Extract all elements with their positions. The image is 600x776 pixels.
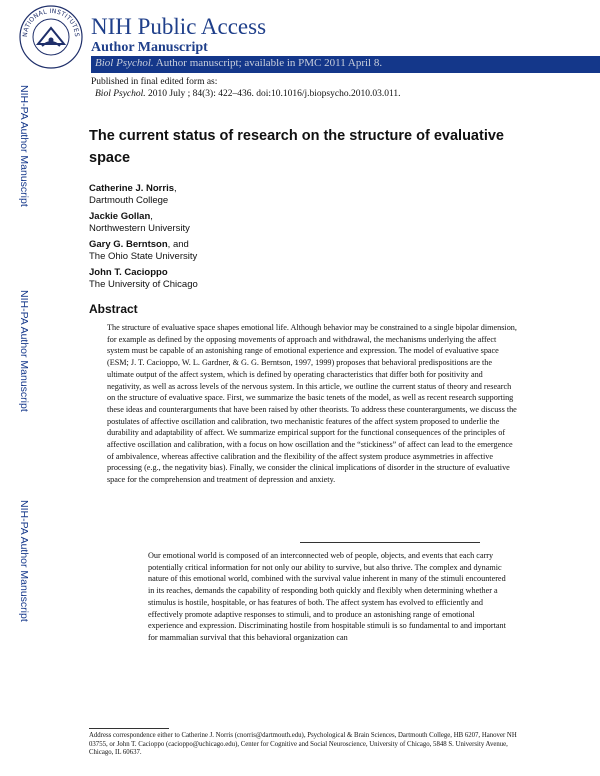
author-manuscript-label: Author Manuscript [91,40,208,55]
citation-details: 2010 July ; 84(3): 422–436. doi:10.1016/j.biopsycho.2010.03.011. [145,89,401,99]
abstract-heading: Abstract [89,302,138,316]
publication-info [91,76,400,100]
author-entry: Jackie Gollan, Northwestern University [89,211,198,234]
journal-name: Biol Psychol. [95,57,154,69]
intro-paragraph: Our emotional world is composed of an interconnected web of people, objects, and events that each carry potentially critical information for not only our ability to survive, but also thrive. The complex and dynamic nature of this emotional world, combined with the survival value inherent in many of the stimuli encountered in its reaches, demands the capability of responding both quickly and flexibly when determining whether a stimulus is hostile, hospitable, or has features of both. The affect system has evolved to efficiently and effectively promote adaptive responses to stimuli, and to produce an astonishing range of emotional experience and expression. Discriminating hostile from hospitable stimuli is so fundamental to and important for mammalian survival that this behavioral organization can [148,551,506,642]
nih-seal-logo [18,4,84,70]
article-title: The current status of research on the structure of evaluative space [89,128,504,166]
published-in-label: Published in final edited form as: [91,77,218,87]
side-label-1: NIH-PA Author Manuscript [18,85,30,207]
author-name: Gary G. Berntson [89,239,168,250]
footnote-rule [89,728,169,729]
author-name: John T. Cacioppo [89,267,168,278]
side-label-2: NIH-PA Author Manuscript [18,290,30,412]
author-affiliation: The University of Chicago [89,278,198,290]
author-name: Catherine J. Norris [89,183,174,194]
abstract-text: The structure of evaluative space shapes emotional life. Although behavior may be constrained to a single bipolar dimension, for example as defined by the opposing movements of approach and withdrawal, the mechanisms underlying the affect system must be capable of an astonishing range of emotional experience and expression. The model of evaluative space (ESM; J. T. Cacioppo, W. L. Gardner, & G. G. Berntson, 1997, 1999) proposes that behavioral predispositions are the ultimate output of the affect system, which is defined by operating characteristics that differ both for positivity and negativity, as well as across levels of the nervous system. In this article, we outline the current status of theory and research on the structure of evaluative space. First, we summarize the basic tenets of the model, as well as recent research supporting these ideas and counterarguments that have been raised by other theorists. To address these counterarguments, we discuss the postulates of affective oscillation and calibration, two mechanistic features of the affect system proposed to underlie the durability and adaptability of affect. We summarize empirical support for the functional consequences of the principles of affective oscillation and calibration, with a focus on how oscillation and the “stickiness” of affect can lead to the emergence of ambivalence, whereas affective calibration and the flexibility of the affect system produce asymmetries in affective processing (e.g., the negativity bias). Finally, we consider the clinical implications of disorder in the structure of evaluative space for the comprehension and treatment of depression and anxiety. [107,323,517,485]
author-name: Jackie Gollan [89,211,151,222]
citation-journal: Biol Psychol. [95,89,146,99]
author-affiliation: Northwestern University [89,222,190,234]
citation [91,88,400,100]
section-divider [300,542,480,543]
side-label-3: NIH-PA Author Manuscript [18,500,30,622]
svg-text:NATIONAL INSTITUTES OF HEALTH: NATIONAL INSTITUTES [21,7,81,38]
availability-bar [91,56,600,73]
author-list [89,183,198,295]
author-entry: Catherine J. Norris, Dartmouth College [89,183,198,206]
author-entry [89,267,198,290]
nih-public-access-title: NIH Public Access [91,14,267,39]
correspondence-footnote: Address correspondence either to Catherine J. Norris (cnorris@dartmouth.edu), Psychological & Brain Sciences, Dartmouth College, HB 6207, Hanover NH 03755, or John T. Cacioppo (cacioppo@uchicago.edu), Center for Cognitive and Social Neuroscience, University of Chicago, 5848 S. University Avenue, Chicago, IL 60637. [89,732,517,757]
author-affiliation: The Ohio State University [89,250,198,262]
author-entry: Gary G. Berntson, and The Ohio State University [89,239,198,262]
author-affiliation: Dartmouth College [89,194,169,206]
availability-text: Biol Psychol. Author manuscript; available in PMC 2011 April 8. [95,57,383,69]
